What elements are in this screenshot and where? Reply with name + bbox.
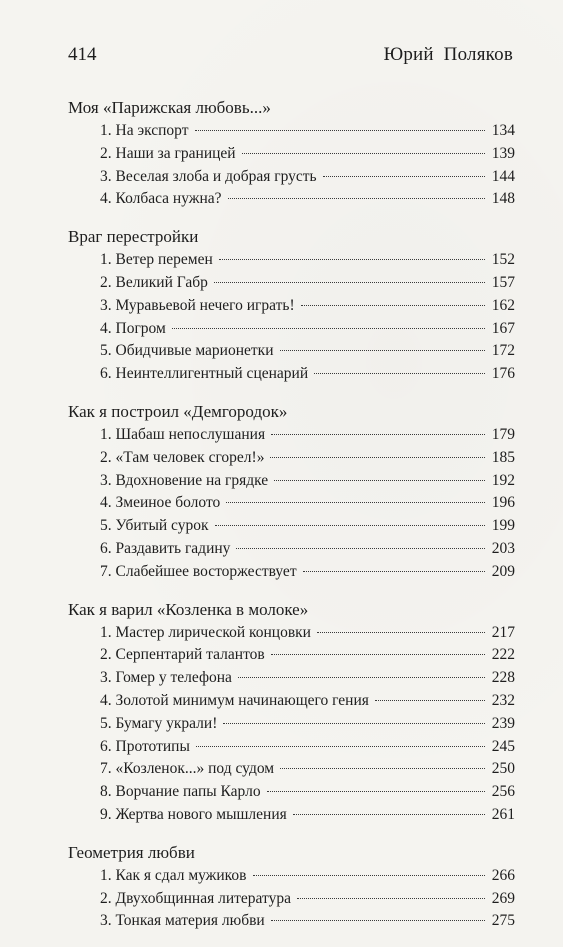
toc-entry-page-number: 172 [491,342,515,360]
toc-entry-page-number: 185 [491,448,515,466]
toc-entry [68,340,515,363]
toc-entry [68,888,515,911]
toc-entry-label: 1. Мастер лирической концовки [100,623,311,641]
dot-leader [271,434,485,435]
toc-entry-page-number: 157 [491,273,515,291]
toc-entry [68,470,515,493]
running-head [68,44,513,74]
dot-leader [219,259,485,260]
toc-entry-page-number: 275 [491,912,515,930]
dot-leader [323,176,485,177]
dot-leader [226,502,485,503]
running-title-author: Юрий Поляков [383,44,513,65]
toc-entry-label: 3. Веселая злоба и добрая грусть [100,167,317,185]
toc-entry-page-number: 134 [491,122,515,139]
toc-section [68,598,515,827]
toc-entry-label: 6. Неинтеллигентный сценарий [100,365,309,383]
toc-entry-label: 7. Слабейшее восторжествует [100,562,297,580]
toc-entry [68,667,515,690]
toc-entry-label: 6. Прототипы [100,737,190,755]
dot-leader [280,768,485,769]
toc-section-title: Как я варил «Козленка в молоке» [68,599,309,619]
toc-entry-label: 2. Наши за границей [100,144,236,162]
dot-leader [196,746,485,747]
toc-entry-page-number: 162 [491,296,515,314]
toc-entry-label: 5. Обидчивые марионетки [100,342,274,360]
toc-entry [68,249,515,272]
toc-entry-label: 2. Серпентарий талантов [100,646,265,664]
toc-entry-page-number: 222 [491,646,515,664]
toc-entry-page-number: 269 [491,889,515,907]
toc-entry-page-number: 261 [491,805,515,823]
toc-entry-page-number: 167 [491,319,515,337]
dot-leader [236,548,485,549]
toc-entry [68,143,515,166]
toc-entry-page-number: 209 [491,562,515,580]
dot-leader [271,920,485,921]
toc-entry-label: 5. Бумагу украли! [100,714,218,732]
toc-entry-page-number: 196 [491,494,515,512]
toc-entry [68,644,515,667]
toc-entry [68,295,515,318]
toc-entry [68,166,515,189]
dot-leader [297,898,485,899]
toc-entry-page-number: 256 [491,783,515,801]
dot-leader [215,525,486,526]
toc-entry-label: 3. Вдохновение на грядке [100,471,269,489]
dot-leader [242,153,485,154]
toc-entry-label: 2. Великий Габр [100,273,208,291]
toc-entry-page-number: 139 [491,144,515,162]
toc-entry-label: 4. Колбаса нужна? [100,190,222,208]
toc-entry-page-number: 266 [491,866,515,884]
toc-entry-page-number: 217 [491,623,515,641]
toc-section [68,400,515,584]
toc-section-title: Враг перестройки [68,227,199,247]
toc-entry [68,910,515,933]
toc-entry-label: 1. На экспорт [100,122,189,139]
dot-leader [314,373,485,374]
toc-entry-label: 2. «Там человек сгорел!» [100,448,265,466]
toc-entry-label: 8. Ворчание папы Карло [100,783,261,801]
toc-entry [68,622,515,645]
toc-entry-label: 3. Муравьевой нечего играть! [100,296,295,314]
toc-section [68,225,515,386]
toc-entry [68,424,515,447]
toc-section-title: Моя «Парижская любовь...» [68,98,271,117]
dot-leader [375,700,485,701]
toc-entry-label: 1. Как я сдал мужиков [100,866,247,884]
dot-leader [317,632,485,633]
toc-entry-page-number: 228 [491,669,515,687]
toc-entry-label: 9. Жертва нового мышления [100,805,287,823]
toc-entry [68,690,515,713]
dot-leader [172,328,485,329]
dot-leader [253,875,486,876]
toc-entry [68,515,515,538]
page-number: 414 [68,44,97,65]
dot-leader [303,571,485,572]
toc-section [68,841,515,933]
toc-entry-page-number: 179 [491,425,515,443]
dot-leader [223,723,485,724]
toc-entry [68,363,515,386]
toc-entry-label: 5. Убитый сурок [100,517,209,535]
toc-entry-page-number: 199 [491,517,515,535]
toc-entry-label: 3. Тонкая материя любви [100,912,265,930]
toc-entry [68,188,515,211]
dot-leader [274,480,485,481]
dot-leader [271,654,485,655]
toc-entry [68,736,515,759]
dot-leader [267,791,485,792]
dot-leader [238,677,485,678]
toc-entry [68,804,515,827]
dot-leader [214,282,485,283]
toc-entry-label: 4. Погром [100,319,166,337]
toc-entry-label: 1. Шабаш непослушания [100,425,266,443]
toc-entry-label: 1. Ветер перемен [100,251,213,269]
toc-entry [68,758,515,781]
toc-entry-page-number: 144 [491,167,515,185]
toc-entry-page-number: 250 [491,760,515,778]
toc-entry-page-number: 148 [491,190,515,208]
toc-entry-label: 6. Раздавить гадину [100,539,231,557]
toc-entry-page-number: 245 [491,737,515,755]
toc-entry-page-number: 176 [491,365,515,383]
toc-entry-page-number: 192 [491,471,515,489]
toc-entry [68,447,515,470]
dot-leader [195,130,486,131]
toc-entry-label: 4. Змеиное болото [100,494,221,512]
toc-entry [68,561,515,584]
toc-entry [68,318,515,341]
dot-leader [293,814,485,815]
toc-entry [68,272,515,295]
toc-entry-page-number: 232 [491,691,515,709]
toc-section-title: Как я построил «Демгородок» [68,401,288,421]
toc-section [68,96,515,211]
toc-section-title: Геометрия любви [68,842,195,862]
table-of-contents [68,96,515,947]
toc-entry-page-number: 152 [491,251,515,269]
toc-entry [68,781,515,804]
toc-entry [68,865,515,888]
toc-entry [68,538,515,561]
toc-entry-label: 2. Двухобщинная литература [100,889,291,907]
toc-entry [68,713,515,736]
toc-entry-label: 7. «Козленок...» под судом [100,760,275,778]
toc-entry [68,120,515,143]
dot-leader [228,198,485,199]
dot-leader [270,457,485,458]
toc-entry-label: 4. Золотой минимум начинающего гения [100,691,369,709]
toc-entry [68,492,515,515]
toc-entry-page-number: 203 [491,539,515,557]
toc-entry-label: 3. Гомер у телефона [100,669,232,687]
dot-leader [280,350,486,351]
toc-entry-page-number: 239 [491,714,515,732]
dot-leader [301,305,485,306]
